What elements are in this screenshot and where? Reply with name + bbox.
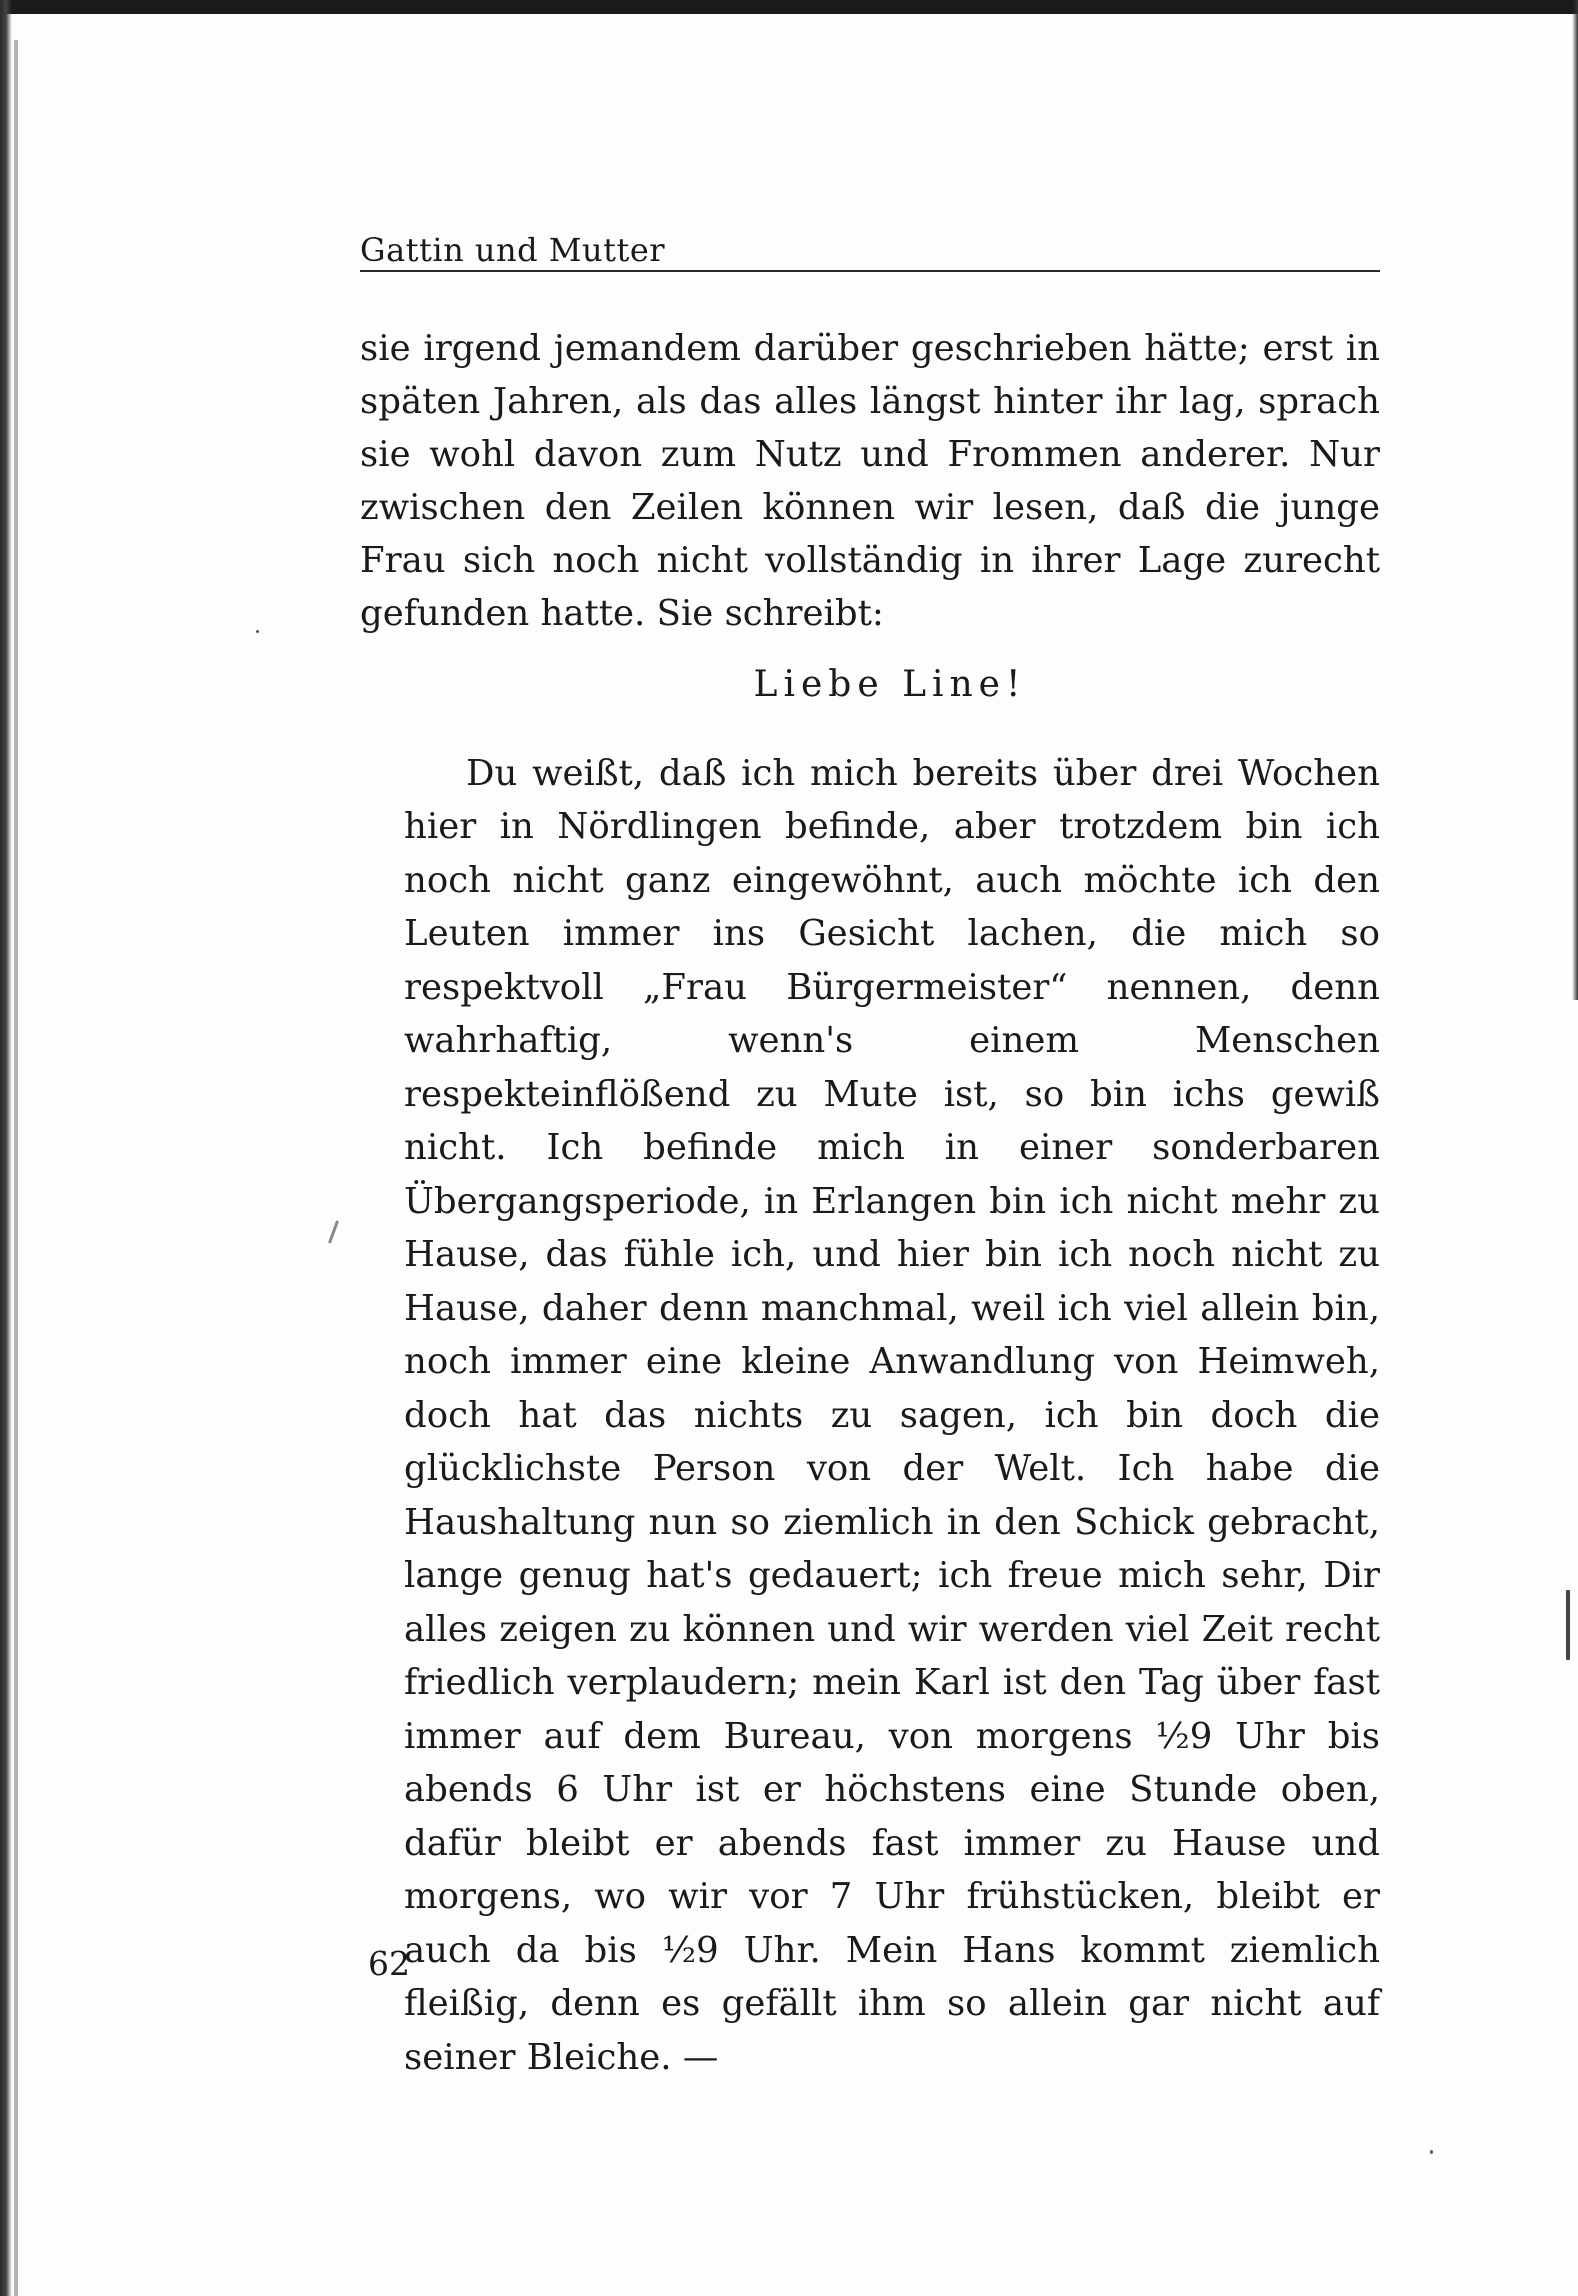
scan-speck (328, 1220, 339, 1244)
page-binding-edge (0, 0, 12, 2296)
scan-speck (1566, 1590, 1570, 1660)
page-number: 62 (368, 1944, 410, 1983)
scan-speck (1430, 2150, 1433, 2154)
scan-speck (256, 630, 259, 633)
page-top-edge (0, 0, 1578, 14)
page-binding-shadow (14, 40, 18, 2296)
running-head-title: Gattin und Mutter (360, 231, 666, 269)
header-rule (360, 270, 1380, 272)
page-right-edge (1572, 0, 1578, 1000)
intro-paragraph: sie irgend jemandem darüber geschrieben hätte; erst in späten Jahren, als das alles längst hinter ihr lag, sprach sie wohl davon zum Nutz und Frommen anderer. Nur zwischen den Zeilen können wir lesen, daß die junge Frau sich noch nicht vollständig in ihrer Lage zurecht gefunden hatte. Sie schreibt: (360, 328, 1380, 634)
letter-salutation: Liebe Line! (753, 664, 1027, 705)
letter-body: Du weißt, daß ich mich bereits über drei Wochen hier in Nördlingen befinde, aber trotzdem bin ich noch nicht ganz eingewöhnt, auch möchte ich den Leuten immer ins Gesicht lachen, die mich so respektvoll „Frau Bürgermeister“ nennen, denn wahrhaftig, wenn's einem Menschen respekteinflößend zu Mute ist, so bin ichs gewiß nicht. Ich befinde mich in einer sonderbaren Übergangsperiode, in Erlangen bin ich nicht mehr zu Hause, das fühle ich, und hier bin ich noch nicht zu Hause, daher denn manchmal, weil ich viel allein bin, noch immer eine kleine Anwandlung von Heimweh, doch hat das nichts zu sagen, ich bin doch die glücklichste Person von der Welt. Ich habe die Haushaltung nun so ziemlich in den Schick gebracht, lange genug hat's gedauert; ich freue mich sehr, Dir alles zeigen zu können und wir werden viel Zeit recht friedlich verplaudern; mein Karl ist den Tag über fast immer auf dem Bureau, von morgens ½9 Uhr bis abends 6 Uhr ist er höchstens eine Stunde oben, dafür bleibt er abends fast immer zu Hause und morgens, wo wir vor 7 Uhr frühstücken, bleibt er auch da bis ½9 Uhr. Mein Hans kommt ziemlich fleißig, denn es gefällt ihm so allein gar nicht auf seiner Bleiche. — (404, 752, 1380, 2078)
page-body (360, 322, 1380, 2120)
running-header (360, 228, 1380, 272)
